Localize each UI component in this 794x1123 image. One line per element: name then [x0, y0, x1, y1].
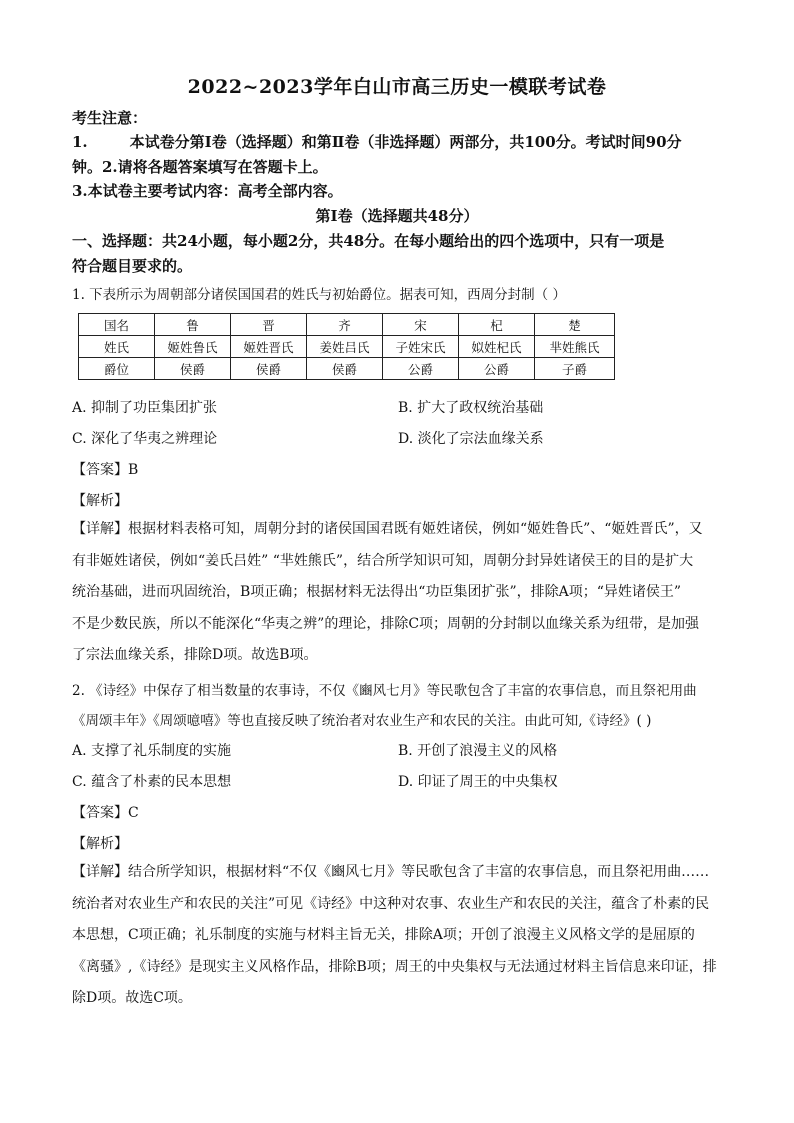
table-row [79, 314, 615, 336]
table-cell: 公爵 [383, 358, 459, 380]
part-heading-line-1: 一、选择题：共24小题，每小题2分，共48分。在每小题给出的四个选项中，只有一项是 [72, 232, 665, 250]
page-title: 2022~2023学年白山市高三历史一模联考试卷 [187, 76, 607, 98]
q1-option-d: D. 淡化了宗法血缘关系 [398, 431, 544, 447]
table-row [79, 358, 615, 380]
q1-detail-line: 【详解】根据材料表格可知，周朝分封的诸侯国国君既有姬姓诸侯，例如“姬姓鲁氏”、“姬姓晋氏”，又 [72, 521, 703, 537]
table-cell: 侯爵 [155, 358, 231, 380]
table-cell: 姬姓鲁氏 [155, 336, 231, 358]
table-cell: 爵位 [79, 358, 155, 380]
q1-detail-line: 统治基础，进而巩固统治，B项正确；根据材料无法得出“功臣集团扩张”，排除A项；“异姓诸侯王” [72, 584, 682, 600]
table-cell: 姬姓晋氏 [231, 336, 307, 358]
table-cell: 齐 [307, 314, 383, 336]
table-cell: 国名 [79, 314, 155, 336]
q1-option-c: C. 深化了华夷之辨理论 [72, 431, 218, 447]
q1-answer: 【答案】B [72, 462, 139, 478]
q1-option-b: B. 扩大了政权统治基础 [398, 400, 544, 416]
q1-table [78, 313, 615, 380]
q2-answer: 【答案】C [72, 805, 139, 821]
notice-item-1-text: 本试卷分第Ⅰ卷（选择题）和第Ⅱ卷（非选择题）两部分，共100分。考试时间90分 [129, 133, 682, 151]
table-cell: 姜姓吕氏 [307, 336, 383, 358]
q2-detail-line: 《离骚》,《诗经》是现实主义风格作品，排除B项；周王的中央集权与无法通过材料主旨信息来印证，排 [72, 958, 717, 975]
notice-heading: 考生注意： [72, 109, 148, 127]
table-cell: 姒姓杞氏 [459, 336, 535, 358]
notice-item-1 [72, 131, 682, 152]
table-cell: 芈姓熊氏 [535, 336, 615, 358]
table-cell: 杞 [459, 314, 535, 336]
notice-item-3: 3.本试卷主要考试内容：高考全部内容。 [72, 182, 343, 200]
q2-detail-line: 本思想，C项正确；礼乐制度的实施与材料主旨无关，排除A项；开创了浪漫主义风格文学的是屈原的 [72, 927, 695, 943]
q2-option-c: C. 蕴含了朴素的民本思想 [72, 774, 232, 790]
table-cell: 子爵 [535, 358, 615, 380]
q2-detail-line: 除D项。故选C项。 [72, 990, 192, 1006]
table-cell: 公爵 [459, 358, 535, 380]
part-heading-line-2: 符合题目要求的。 [72, 257, 193, 275]
notice-item-1-number: 1. [72, 133, 88, 151]
table-cell: 鲁 [155, 314, 231, 336]
q2-stem-line-1: 2. 《诗经》中保存了相当数量的农事诗，不仅《豳风七月》等民歌包含了丰富的农事信息，而且祭祀用曲 [72, 683, 697, 699]
q2-option-b: B. 开创了浪漫主义的风格 [398, 743, 558, 759]
table-cell: 姓氏 [79, 336, 155, 358]
table-cell: 子姓宋氏 [383, 336, 459, 358]
q2-option-a: A. 支撑了礼乐制度的实施 [72, 743, 232, 759]
table-cell: 宋 [383, 314, 459, 336]
q1-detail [72, 514, 724, 672]
table-cell: 楚 [535, 314, 615, 336]
table-cell: 侯爵 [231, 358, 307, 380]
q1-option-a: A. 抑制了功臣集团扩张 [72, 400, 218, 416]
q1-stem: 1. 下表所示为周朝部分诸侯国国君的姓氏与初始爵位。据表可知，西周分封制（ ） [72, 287, 566, 303]
q2-analysis-label: 【解析】 [72, 836, 128, 852]
q2-detail-line: 【详解】结合所学知识，根据材料“不仅《豳风七月》等民歌包含了丰富的农事信息，而且祭祀用曲…… [72, 864, 710, 880]
q1-detail-line: 了宗法血缘关系，排除D项。故选B项。 [72, 647, 318, 663]
notice-item-1-continued: 钟。2.请将各题答案填写在答题卡上。 [72, 158, 328, 176]
table-cell: 晋 [231, 314, 307, 336]
q1-detail-line: 不是少数民族，所以不能深化“华夷之辨”的理论，排除C项；周朝的分封制以血缘关系为纽带，是加强 [72, 615, 700, 632]
q2-detail [72, 857, 724, 1015]
table-row [79, 336, 615, 358]
q2-detail-line: 统治者对农业生产和农民的关注”可见《诗经》中这种对农事、农业生产和农民的关注，蕴含了朴素的民 [72, 895, 710, 912]
q1-detail-line: 有非姬姓诸侯，例如“姜氏吕姓” “芈姓熊氏”，结合所学知识可知，周朝分封异姓诸侯王的目的是扩大 [72, 552, 694, 569]
q1-analysis-label: 【解析】 [72, 493, 128, 509]
q2-option-d: D. 印证了周王的中央集权 [398, 774, 558, 790]
table-cell: 侯爵 [307, 358, 383, 380]
section-title: 第Ⅰ卷（选择题共48分） [315, 207, 479, 225]
q2-stem-line-2: 《周颂丰年》《周颂噫嘻》等也直接反映了统治者对农业生产和农民的关注。由此可知,《诗经》( ) [72, 713, 652, 729]
